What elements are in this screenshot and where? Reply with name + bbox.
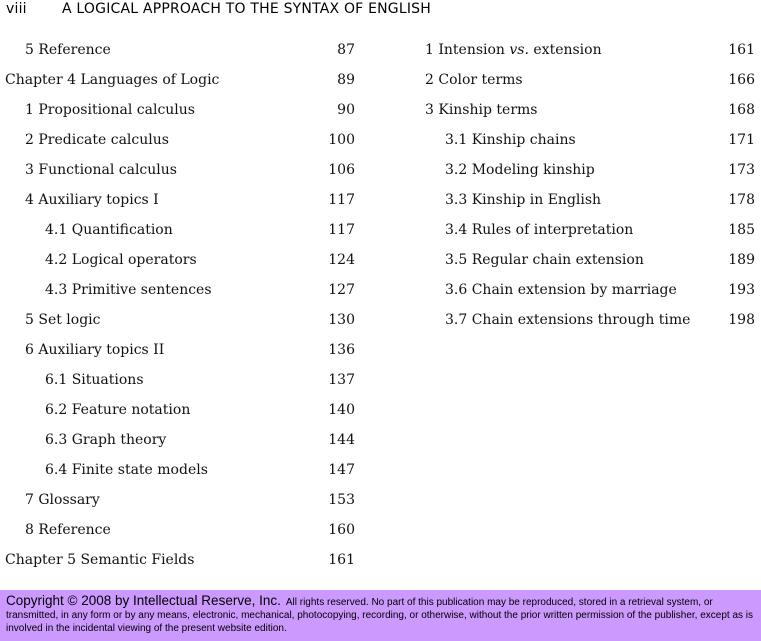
- toc-entry: [5, 185, 355, 215]
- toc-entry-label: [425, 35, 602, 65]
- toc-entry: [425, 215, 755, 245]
- toc-entry: [5, 215, 355, 245]
- toc-entry-label-part: extension: [528, 42, 602, 58]
- toc-entry-page: 124: [328, 252, 355, 268]
- running-title: A LOGICAL APPROACH TO THE SYNTAX OF ENGLISH: [62, 1, 431, 17]
- toc-entry: [425, 275, 755, 305]
- rights-notice: All rights reserved. No part of this publication may be reproduced, stored in a retrieval system, or transmitted, in any form or by any means, electronic, mechanical, photocopying, recording, or otherwise, without the prior written permission of the publisher, except as is involved in the incidental viewing of the present website edition.: [6, 597, 754, 634]
- toc-entry-label: 8 Reference: [25, 522, 111, 538]
- toc-entry-label: 3 Functional calculus: [25, 162, 177, 178]
- toc-entry-page: 160: [328, 522, 355, 538]
- toc-entry-label: 3 Kinship terms: [425, 102, 538, 118]
- toc-entry-page: 117: [328, 222, 355, 238]
- toc-entry-label: 6.4 Finite state models: [45, 462, 208, 478]
- toc-entry-page: 137: [328, 372, 355, 388]
- toc-entry-label: Chapter 5 Semantic Fields: [5, 552, 195, 568]
- toc-entry-label-italic: vs.: [509, 42, 529, 58]
- toc-entry-page: 193: [728, 282, 755, 298]
- toc-right-column: [425, 35, 755, 335]
- toc-entry-page: 171: [728, 132, 755, 148]
- toc-entry: [425, 245, 755, 275]
- copyright-footer: [0, 590, 761, 641]
- toc-entry: [5, 125, 355, 155]
- toc-entry-label: 4.3 Primitive sentences: [45, 282, 212, 298]
- toc-entry: [5, 305, 355, 335]
- toc-entry-label: 3.4 Rules of interpretation: [445, 222, 634, 238]
- toc-left-column: [5, 35, 355, 575]
- toc-entry: [5, 545, 355, 575]
- toc-entry-page: 89: [337, 72, 355, 88]
- toc-entry-label: 4 Auxiliary topics I: [25, 192, 159, 208]
- toc-entry: [5, 485, 355, 515]
- toc-entry-page: 130: [328, 312, 355, 328]
- page-number: viii: [6, 1, 27, 17]
- toc-entry-page: 147: [328, 462, 355, 478]
- toc-entry: [425, 125, 755, 155]
- toc-entry: [5, 515, 355, 545]
- toc-entry-label-part: 1 Intension: [425, 42, 510, 58]
- toc-entry-page: 189: [728, 252, 755, 268]
- toc-entry-page: 100: [328, 132, 355, 148]
- toc-entry: [425, 95, 755, 125]
- toc-entry-page: 198: [728, 312, 755, 328]
- toc-entry-label: 3.5 Regular chain extension: [445, 252, 644, 268]
- running-header: [6, 1, 431, 21]
- toc-entry-label: 4.2 Logical operators: [45, 252, 197, 268]
- toc-entry-page: 173: [728, 162, 755, 178]
- toc-entry-page: 87: [337, 42, 355, 58]
- toc-entry-label: 6 Auxiliary topics II: [25, 342, 165, 358]
- toc-entry-label: 5 Reference: [25, 42, 111, 58]
- toc-entry-label: 3.7 Chain extensions through time: [445, 312, 691, 328]
- toc-entry-label: 3.2 Modeling kinship: [445, 162, 595, 178]
- toc-entry-label: 3.3 Kinship in English: [445, 192, 602, 208]
- toc-entry: [425, 65, 755, 95]
- toc-entry: [5, 95, 355, 125]
- toc-entry-label: 1 Propositional calculus: [25, 102, 195, 118]
- toc-entry: [5, 335, 355, 365]
- toc-entry: [5, 395, 355, 425]
- toc-entry: [425, 185, 755, 215]
- toc-entry: [5, 65, 355, 95]
- toc-entry: [5, 425, 355, 455]
- toc-entry-page: 90: [337, 102, 355, 118]
- toc-entry-page: 127: [328, 282, 355, 298]
- toc-entry-label: 3.1 Kinship chains: [445, 132, 576, 148]
- toc-entry-label: Chapter 4 Languages of Logic: [5, 72, 220, 88]
- toc-entry: [425, 155, 755, 185]
- toc-entry-page: 144: [328, 432, 355, 448]
- toc-entry-label: 2 Color terms: [425, 72, 523, 88]
- toc-entry-label: 7 Glossary: [25, 492, 100, 508]
- toc-entry-label: 4.1 Quantification: [45, 222, 173, 238]
- toc-entry-page: 168: [728, 102, 755, 118]
- toc-entry: [5, 455, 355, 485]
- toc-entry-label: 6.2 Feature notation: [45, 402, 191, 418]
- toc-entry-page: 161: [328, 552, 355, 568]
- toc-entry: [425, 35, 755, 65]
- toc-entry-label: 3.6 Chain extension by marriage: [445, 282, 677, 298]
- toc-entry: [5, 155, 355, 185]
- toc-entry-label: 2 Predicate calculus: [25, 132, 169, 148]
- toc-entry-page: 140: [328, 402, 355, 418]
- toc-entry-label: 6.3 Graph theory: [45, 432, 167, 448]
- toc-entry-page: 161: [728, 42, 755, 58]
- toc-entry: [5, 245, 355, 275]
- toc-entry: [5, 35, 355, 65]
- copyright-line: Copyright © 2008 by Intellectual Reserve, Inc.: [6, 593, 281, 608]
- toc-entry: [5, 365, 355, 395]
- toc-entry-page: 117: [328, 192, 355, 208]
- toc-entry-page: 136: [328, 342, 355, 358]
- toc-entry-page: 153: [328, 492, 355, 508]
- toc-entry: [5, 275, 355, 305]
- toc-entry-page: 185: [728, 222, 755, 238]
- toc-entry: [425, 305, 755, 335]
- toc-entry-page: 106: [328, 162, 355, 178]
- toc-entry-label: 6.1 Situations: [45, 372, 144, 388]
- toc-entry-page: 178: [728, 192, 755, 208]
- toc-entry-page: 166: [728, 72, 755, 88]
- toc-entry-label: 5 Set logic: [25, 312, 101, 328]
